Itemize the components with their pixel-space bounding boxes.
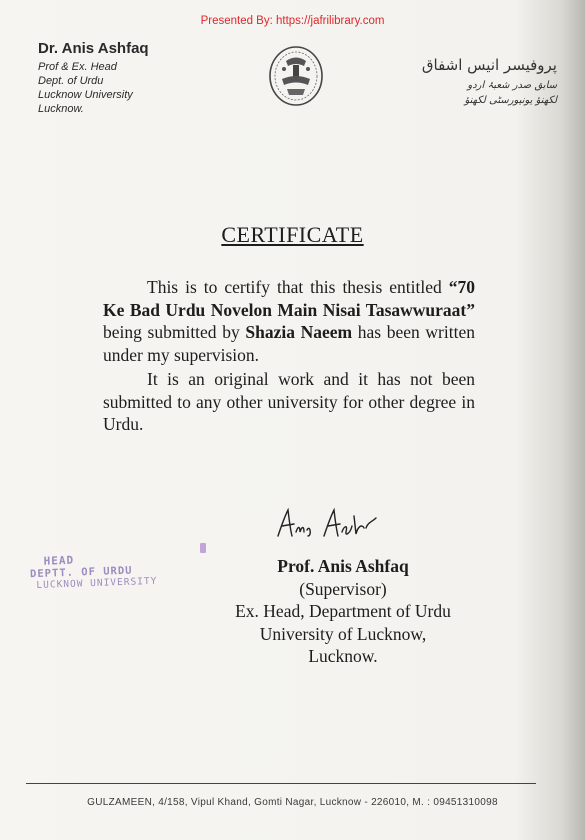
letterhead-urdu-name: پروفیسر انیس اشفاق [421,56,557,74]
thesis-title: “70 Ke Bad Urdu Novelon Main Nisai Tasawwuraat” [103,277,475,320]
stamp-line: HEAD [43,553,75,568]
letterhead-left [38,40,149,116]
stamp-line: LUCKNOW UNIVERSITY [36,575,158,591]
ink-mark [200,543,206,553]
body-mid: being submitted by [103,322,246,342]
body-paragraph-2: It is an original work and it has not been submitted to any other university for other degree in Urdu. [103,369,475,434]
signatory-block [218,555,468,668]
body-intro: This is to certify that this thesis entitled [147,277,449,297]
body-paragraph-1 [103,276,475,366]
stamp-line: DEPTT. OF URDU [29,564,133,581]
footer-address: GULZAMEEN, 4/158, Vipul Khand, Gomti Nagar, Lucknow - 226010, M. : 09451310098 [87,797,498,808]
signatory-line: Ex. Head, Department of Urdu [235,601,451,621]
letterhead-line: Lucknow University [38,89,133,101]
letterhead-line: Lucknow. [38,103,84,115]
letterhead-line: Dept. of Urdu [38,75,104,87]
signatory-line: Lucknow. [308,646,378,666]
signatory-line: University of Lucknow, [259,623,427,644]
certificate-title: CERTIFICATE [221,222,364,247]
letterhead-line: Prof & Ex. Head [38,61,117,73]
candidate-name: Shazia Naeem [245,322,353,342]
body-end: has been written under my supervision. [103,322,475,365]
watermark-text: Presented By: https://jafrilibrary.com [200,15,385,27]
certificate-body [103,276,475,438]
letterhead-name: Dr. Anis Ashfaq [38,40,149,57]
handwritten-signature [272,506,382,546]
letterhead-urdu [422,56,557,108]
department-stamp [29,551,157,591]
letterhead-urdu-line: سابق صدر شعبۂ اردو [467,80,557,91]
signatory-role: (Supervisor) [299,578,387,599]
letterhead-urdu-line: لکھنؤ یونیورسٹی لکھنؤ [464,95,557,106]
university-emblem-icon [268,45,324,107]
footer-divider [26,783,536,784]
signatory-name: Prof. Anis Ashfaq [277,556,409,576]
